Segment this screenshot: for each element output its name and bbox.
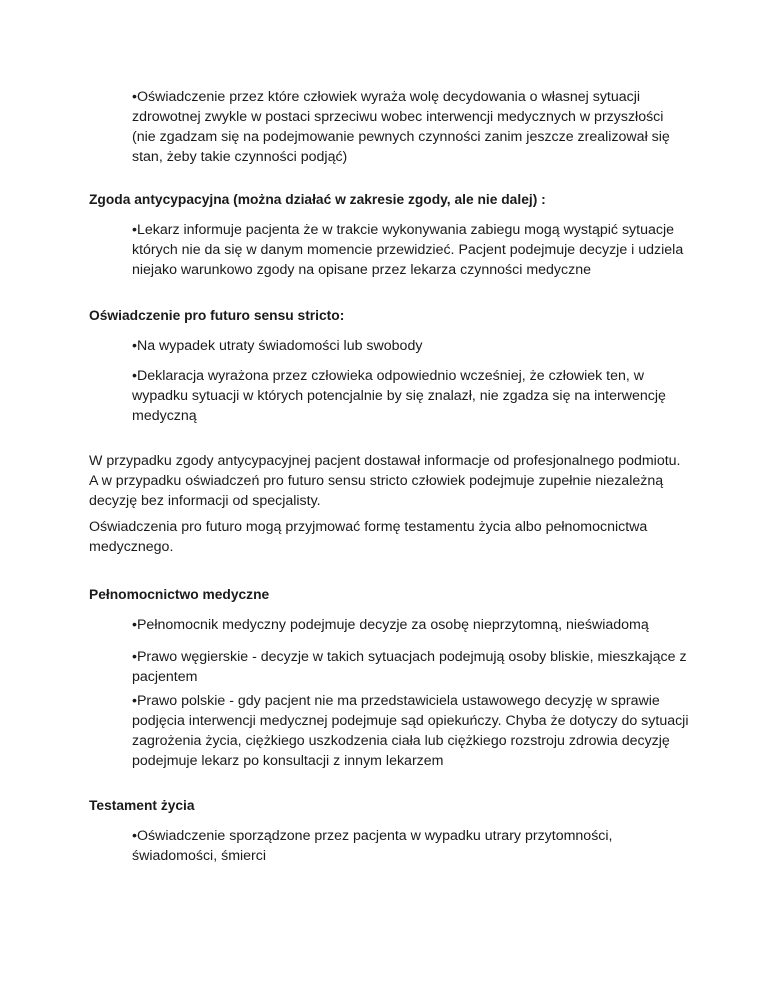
oswiadczenie-bullet-1 (132, 336, 692, 356)
text-line: •Deklaracja wyrażona przez człowieka odpowiednio wcześniej, że człowiek ten, w (132, 368, 645, 384)
testament-bullet (132, 826, 692, 866)
text-line: medycznego. (89, 539, 174, 555)
text-line: •Lekarz informuje pacjenta że w trakcie wykonywania zabiegu mogą wystąpić sytuacje (132, 222, 674, 238)
text-line: świadomości, śmierci (132, 848, 267, 864)
text-line: podjęcia interwencji medycznej podejmuje sąd opiekuńczy. Chyba że dotyczy do sytuacji (132, 713, 689, 729)
text-line: W przypadku zgody antycypacyjnej pacjent dostawał informacje od profesjonalnego podmiotu. (89, 453, 681, 469)
text-line: •Prawo węgierskie - decyzje w takich sytuacjach podejmują osoby bliskie, mieszkające z (132, 649, 687, 665)
heading-pelnomocnictwo-medyczne: Pełnomocnictwo medyczne (89, 587, 270, 602)
text-line: medyczną (132, 408, 197, 424)
pelnomocnictwo-bullet-3 (132, 691, 692, 771)
text-line: •Pełnomocnik medyczny podejmuje decyzje za osobę nieprzytomną, nieświadomą (132, 617, 649, 633)
oswiadczenie-bullet-2 (132, 366, 692, 426)
zgoda-bullet (132, 220, 692, 280)
heading-oswiadczenie-pro-futuro: Oświadczenie pro futuro sensu stricto: (89, 308, 345, 323)
text-line: pacjentem (132, 669, 198, 685)
text-line: decyzję bez informacji od specjalisty. (89, 493, 321, 509)
text-line: •Oświadczenie przez które człowiek wyraża wolę decydowania o własnej sytuacji (132, 89, 641, 105)
heading-zgoda-antycypacyjna: Zgoda antycypacyjna (można działać w zakresie zgody, ale nie dalej) : (89, 192, 546, 207)
text-line: (nie zgadzam się na podejmowanie pewnych czynności zanim jeszcze zrealizował się (132, 129, 670, 145)
text-line: zdrowotnej zwykle w postaci sprzeciwu wobec interwencji medycznych w przyszłości (132, 109, 664, 125)
heading-testament-zycia: Testament życia (89, 798, 195, 813)
intro-bullet (132, 87, 692, 167)
pelnomocnictwo-bullet-2 (132, 647, 692, 687)
text-line: •Prawo polskie - gdy pacjent nie ma przedstawiciela ustawowego decyzję w sprawie (132, 693, 660, 709)
text-line: niejako warunkowo zgody na opisane przez lekarza czynności medyczne (132, 262, 591, 278)
text-line: wypadku sytuacji w których potencjalnie by się znalazł, nie zgadza się na interwencję (132, 388, 666, 404)
text-line: •Na wypadek utraty świadomości lub swobody (132, 338, 423, 354)
text-line: •Oświadczenie sporządzone przez pacjenta w wypadku utrary przytomności, (132, 828, 613, 844)
text-line: podejmuje lekarz po konsultacji z innym lekarzem (132, 753, 444, 769)
paragraph-comparison (89, 451, 689, 511)
paragraph-forms (89, 517, 689, 557)
text-line: stan, żeby takie czynności podjąć) (132, 149, 348, 165)
pelnomocnictwo-bullet-1 (132, 615, 692, 635)
text-line: A w przypadku oświadczeń pro futuro sensu stricto człowiek podejmuje zupełnie niezależną (89, 473, 664, 489)
text-line: zagrożenia życia, ciężkiego uszkodzenia ciała lub ciężkiego rozstroju zdrowia decyzję (132, 733, 670, 749)
text-line: których nie da się w danym momencie przewidzieć. Pacjent podejmuje decyzje i udziela (132, 242, 684, 258)
text-line: Oświadczenia pro futuro mogą przyjmować formę testamentu życia albo pełnomocnictwa (89, 519, 648, 535)
